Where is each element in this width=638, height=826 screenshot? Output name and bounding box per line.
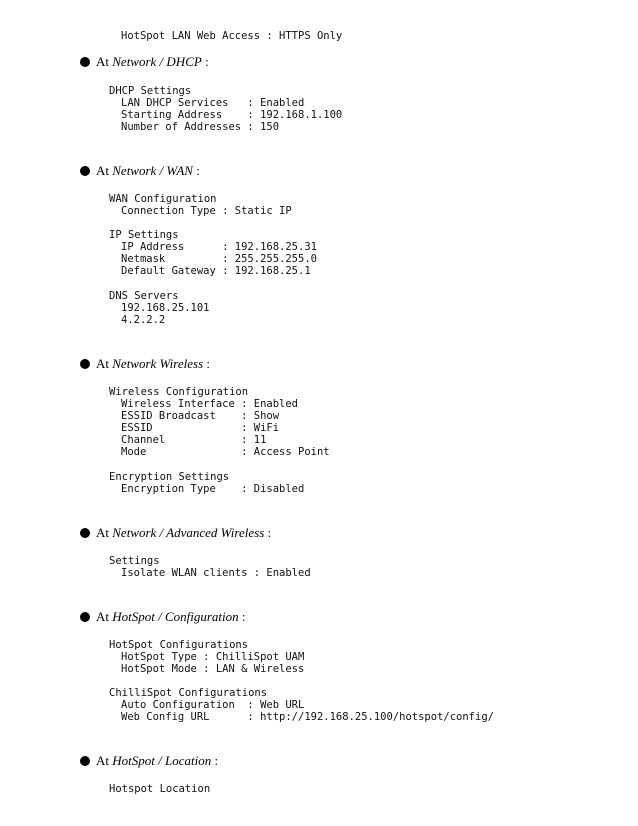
block-title-settings: Settings bbox=[109, 555, 160, 567]
setting-line: Connection Type : Static IP bbox=[121, 205, 292, 217]
bullet-icon bbox=[80, 756, 90, 766]
block-title-encryption-settings: Encryption Settings bbox=[109, 471, 230, 483]
setting-line: ESSID Broadcast : Show bbox=[121, 410, 280, 422]
setting-line: Wireless Interface : Enabled bbox=[121, 398, 299, 410]
top-config-line: HotSpot LAN Web Access : HTTPS Only bbox=[121, 30, 343, 42]
section-heading-network-wan: At Network / WAN : bbox=[96, 163, 200, 178]
bullet-icon bbox=[80, 528, 90, 538]
setting-line: Isolate WLAN clients : Enabled bbox=[121, 567, 311, 579]
block-title-ip-settings: IP Settings bbox=[109, 229, 179, 241]
section-heading-hotspot-location: At HotSpot / Location : bbox=[96, 753, 219, 768]
setting-line: HotSpot Type : ChilliSpot UAM bbox=[121, 651, 305, 663]
block-title-hotspot-location: Hotspot Location bbox=[109, 783, 211, 795]
block-title-dhcp-settings: DHCP Settings bbox=[109, 85, 192, 97]
setting-line: 192.168.25.101 bbox=[121, 302, 210, 314]
block-title-chillispot-configurations: ChilliSpot Configurations bbox=[109, 687, 268, 699]
setting-line: HotSpot Mode : LAN & Wireless bbox=[121, 663, 305, 675]
setting-line: Encryption Type : Disabled bbox=[121, 483, 305, 495]
setting-line: Netmask : 255.255.255.0 bbox=[121, 253, 317, 265]
block-title-wan-configuration: WAN Configuration bbox=[109, 193, 217, 205]
section-heading-hotspot-configuration: At HotSpot / Configuration : bbox=[96, 609, 246, 624]
setting-line: Default Gateway : 192.168.25.1 bbox=[121, 265, 311, 277]
bullet-icon bbox=[80, 612, 90, 622]
bullet-icon bbox=[80, 359, 90, 369]
setting-line: Mode : Access Point bbox=[121, 446, 330, 458]
block-title-hotspot-configurations: HotSpot Configurations bbox=[109, 639, 249, 651]
setting-line: Web Config URL : http://192.168.25.100/hotspot/config/ bbox=[121, 711, 494, 723]
block-title-dns-servers: DNS Servers bbox=[109, 290, 179, 302]
setting-line: 4.2.2.2 bbox=[121, 314, 166, 326]
block-title-wireless-configuration: Wireless Configuration bbox=[109, 386, 249, 398]
setting-line: IP Address : 192.168.25.31 bbox=[121, 241, 317, 253]
setting-line: Channel : 11 bbox=[121, 434, 267, 446]
setting-line: Number of Addresses : 150 bbox=[121, 121, 280, 133]
section-heading-network-wireless: At Network Wireless : bbox=[96, 356, 210, 371]
setting-line: LAN DHCP Services : Enabled bbox=[121, 97, 305, 109]
setting-line: Auto Configuration : Web URL bbox=[121, 699, 305, 711]
bullet-icon bbox=[80, 57, 90, 67]
bullet-icon bbox=[80, 166, 90, 176]
setting-line: Starting Address : 192.168.1.100 bbox=[121, 109, 343, 121]
setting-line: ESSID : WiFi bbox=[121, 422, 280, 434]
section-heading-advanced-wireless: At Network / Advanced Wireless : bbox=[96, 525, 272, 540]
section-heading-network-dhcp: At Network / DHCP : bbox=[96, 54, 209, 69]
